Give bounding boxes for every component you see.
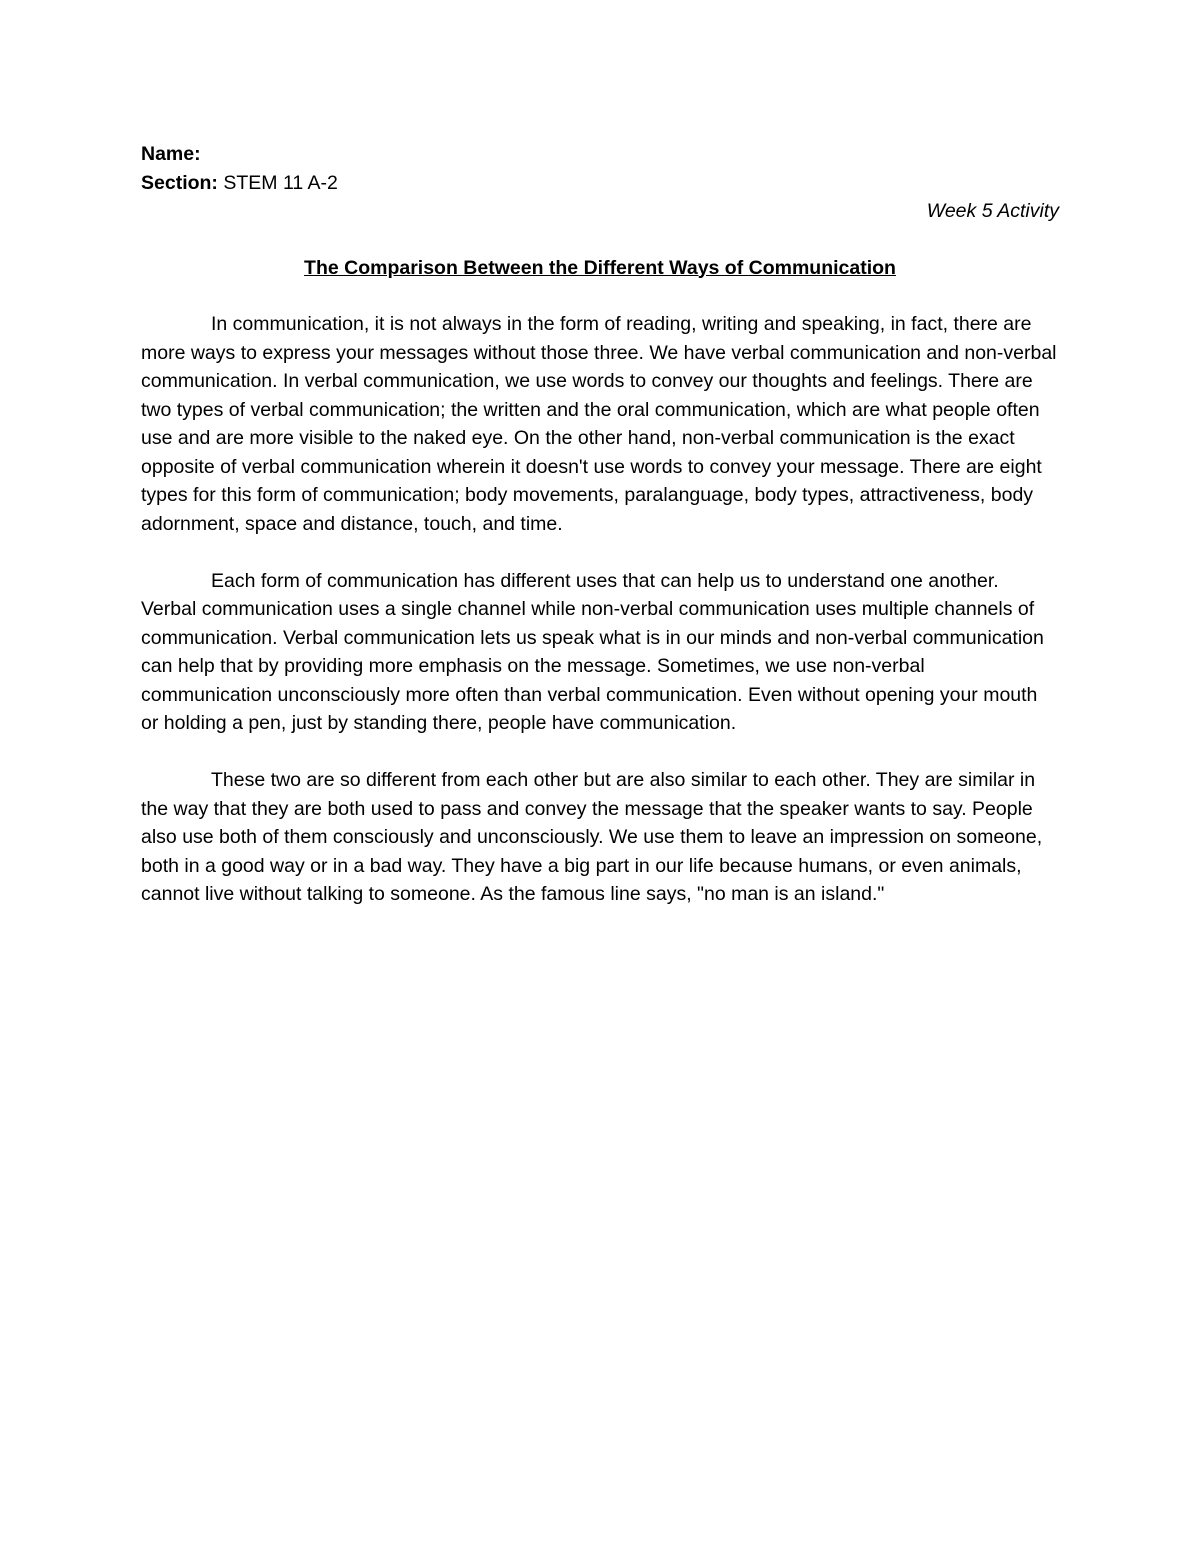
document-content — [141, 140, 1059, 937]
week-activity-label: Week 5 Activity — [926, 200, 1059, 222]
paragraph-3: These two are so different from each other but are also similar to each other. They are similar in the way that they are both used to pass and convey the message that the speaker wants to say. People also use both of them consciously and unconsciously. We use them to leave an impression on someone, both in a good way or in a bad way. They have a big part in our life because humans, or even animals, cannot live without talking to someone. As the famous line says, "no man is an island." — [141, 769, 1043, 905]
paragraph-1: In communication, it is not always in the form of reading, writing and speaking, in fact, there are more ways to express your messages without those three. We have verbal communication and non-verbal communication. In verbal communication, we use words to convey our thoughts and feelings. There are two types of verbal communication; the written and the oral communication, which are what people often use and are more visible to the naked eye. On the other hand, non-verbal communication is the exact opposite of verbal communication wherein it doesn't use words to convey your message. There are eight types for this form of communication; body movements, paralanguage, body types, attractiveness, body adornment, space and distance, touch, and time. — [141, 313, 1057, 535]
document-title: The Comparison Between the Different Ways of Communication — [304, 256, 896, 279]
name-line — [141, 140, 1059, 169]
paragraph-2: Each form of communication has different uses that can help us to understand one another. Verbal communication uses a single channel while non-verbal communication uses multiple channels of communication. Verbal communication lets us speak what is in our minds and non-verbal communication can help that by providing more emphasis on the message. Sometimes, we use non-verbal communication unconsciously more often than verbal communication. Even without opening your mouth or holding a pen, just by standing there, people have communication. — [141, 569, 1044, 734]
name-label: Name: — [141, 143, 201, 165]
section-line — [141, 169, 1059, 198]
section-value: STEM 11 A-2 — [217, 171, 338, 194]
section-label: Section: — [141, 171, 218, 194]
